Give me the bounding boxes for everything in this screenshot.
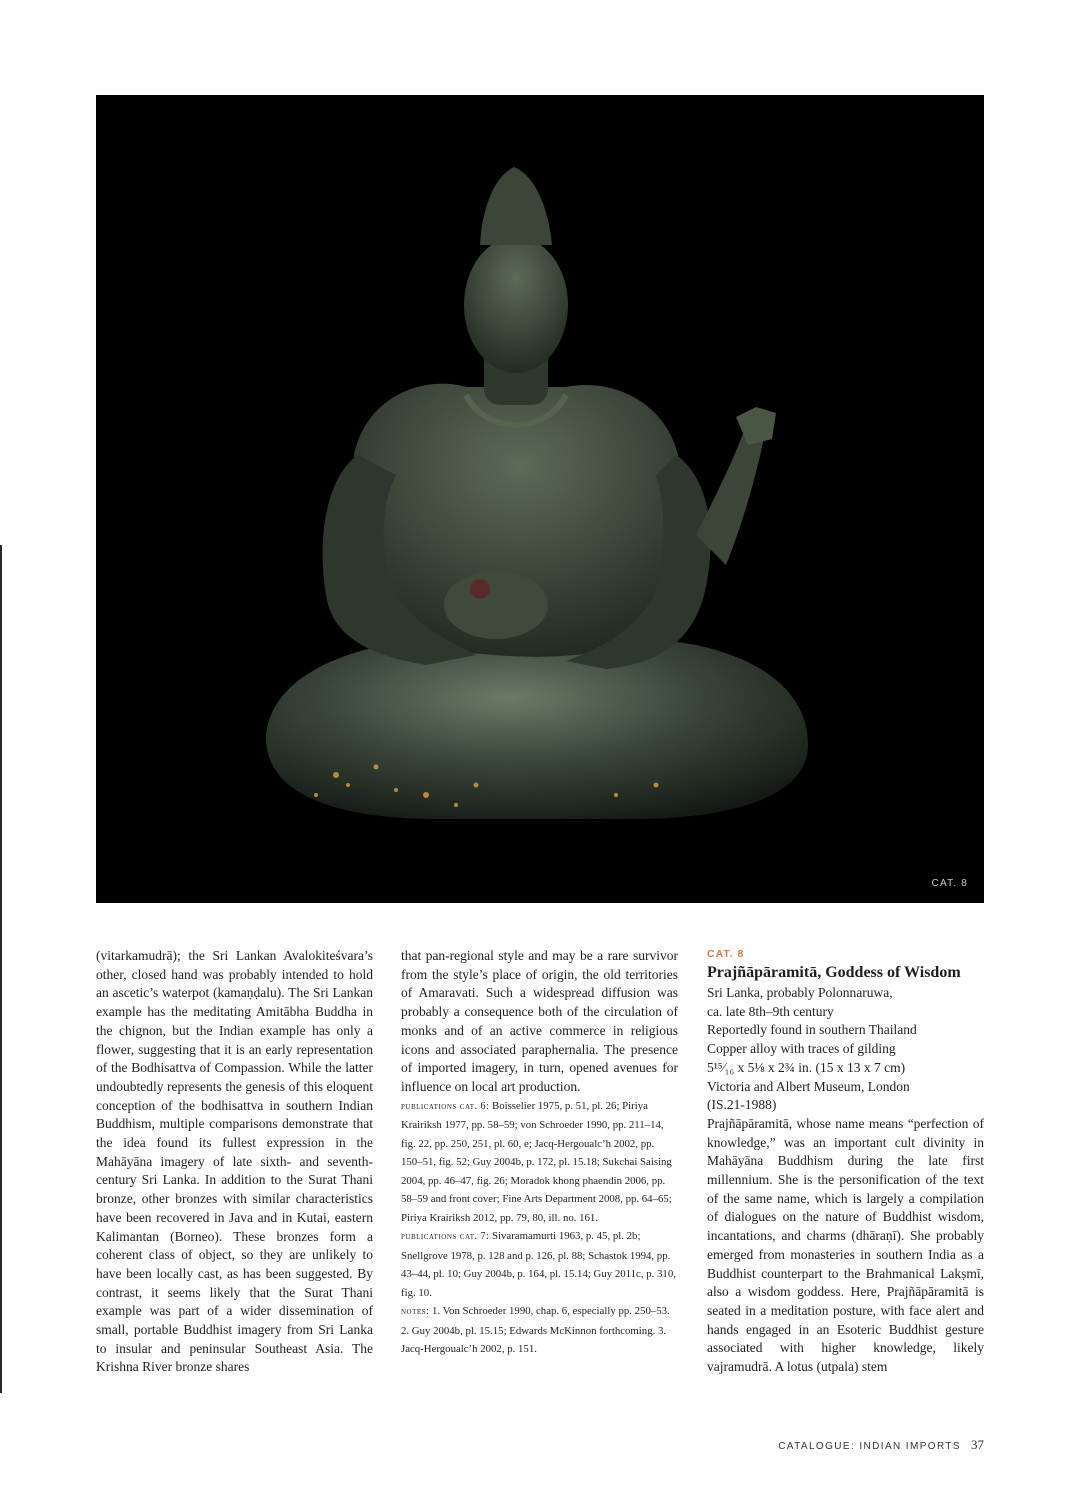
page-footer <box>778 1437 984 1453</box>
text-column-1 <box>96 947 373 1377</box>
pub7-label: publications cat. 7: <box>401 1231 490 1243</box>
catalogue-entry <box>707 947 984 1377</box>
catalogue-title: Prajñāpāramitā, Goddess of Wisdom <box>707 964 961 981</box>
page-number: 37 <box>971 1437 984 1452</box>
bronze-sculpture-image <box>96 95 984 903</box>
meta-line: Copper alloy with traces of gilding <box>707 1041 896 1057</box>
column2-paragraph: that pan-regional style and may be a rare survivor from the style’s place of origin, the old territories of Amaravati. Such a widespread diffusion was probably a consequence both of the circulation of monks and of an active commerce in religious icons and associated paraphernalia. The presence of imported imagery, in turn, opened avenues for influence on local art production. <box>401 948 678 1094</box>
catalogue-number: CAT. 8 <box>707 948 745 960</box>
meta-line: Reportedly found in southern Thailand <box>707 1022 917 1038</box>
catalogue-body: Prajñāpāramitā, whose name means “perfection of knowledge,” was an important cult divinity in Mahāyāna Buddhism during the late first millennium. She is the personification of the text of the same name, which is largely a compilation of dialogues on the nature of Buddhist wisdom, incantations, and charms (dhāraṇī). She probably emerged from monasteries in southern India as a Buddhist counterpart to the Brahmanical Lakṣmī, also a wisdom goddess. Here, Prajñāpāramitā is seated in a meditation posture, with face alert and hands engaged in an Esoteric Buddhist gesture associated with higher knowledge, likely vajramudrā. A lotus (utpala) stem <box>707 1115 984 1375</box>
meta-line: Victoria and Albert Museum, London <box>707 1078 910 1094</box>
pub6-label: publications cat. 6: <box>401 1100 490 1112</box>
notes-label: notes: <box>401 1306 430 1318</box>
column1-paragraph: (vitarkamudrā); the Sri Lankan Avalokiteśvara’s other, closed hand was probably intended to hold an ascetic’s waterpot (kamaṇḍalu). The Sri Lankan example has the meditating Amitābha Buddha in the chignon, but the Indian example has only a flower, suggesting that it is an early representation of the Bodhisattva of Compassion. While the latter undoubtedly represents the genesis of this eloquent conception of the bodhisattva in southern Indian Buddhism, multiple comparisons demonstrate that the idea found its fullest expression in the Mahāyāna imagery of late sixth- and seventh-century Sri Lanka. In addition to the Surat Thani bronze, other bronzes with similar characteristics have been recovered in Java and in Kutai, eastern Kalimantan (Borneo). These bronzes form a coherent class of object, so they are unlikely to have been locally cast, as has been suggested. By contrast, it seems likely that the Surat Thani example was part of a wider dissemination of small, portable Buddhist imagery from Sri Lanka to insular and peninsular Southeast Asia. The Krishna River bronze shares <box>96 948 373 1375</box>
meta-line: (IS.21-1988) <box>707 1097 777 1113</box>
pub6-text: Boisselier 1975, p. 51, pl. 26; Piriya Krairiksh 1977, pp. 58–59; von Schroeder 1990, pp. 211–14, fig. 22, pp. 250, 251, pl. 60, e; Jacq-Hergoualc’h 2002, pp. 150–51, fig. 52; Guy 2004b, p. 172, pl. 15.18; Sukchai Saising 2004, pp. 46–47, fig. 26; Moradok khong phaendin 2006, pp. 58–59 and front cover; Fine Arts Department 2008, pp. 64–65; Piriya Krairiksh 2012, pp. 79, 80, ill. no. 161. <box>401 1099 672 1224</box>
meta-line: ca. late 8th–9th century <box>707 1003 834 1019</box>
page-edge-rule <box>0 545 2 1393</box>
photo-plate <box>96 95 984 903</box>
plate-caption: CAT. 8 <box>931 878 968 889</box>
running-head: CATALOGUE: INDIAN IMPORTS <box>778 1441 961 1452</box>
references <box>401 1097 678 1359</box>
pub7-text: Sivaramamurti 1963, p. 45, pl. 2b; Snellgrove 1978, p. 128 and p. 126, pl. 88; Schastok 1994, pp. 43–44, pl. 10; Guy 2004b, p. 164, pl. 15.14; Guy 2011c, p. 310, fig. 10. <box>401 1230 676 1299</box>
notes-text: 1. Von Schroeder 1990, chap. 6, especially pp. 250–53. 2. Guy 2004b, pl. 15.15; Edwards McKinnon forthcoming. 3. Jacq-Hergoualc’h 2002, p. 151. <box>401 1305 670 1356</box>
meta-line: 5¹⁵⁄₁₆ x 5⅛ x 2¾ in. (15 x 13 x 7 cm) <box>707 1059 906 1075</box>
meta-line: Sri Lanka, probably Polonnaruwa, <box>707 985 893 1000</box>
text-column-2 <box>401 947 678 1359</box>
catalogue-metadata <box>707 984 984 1115</box>
